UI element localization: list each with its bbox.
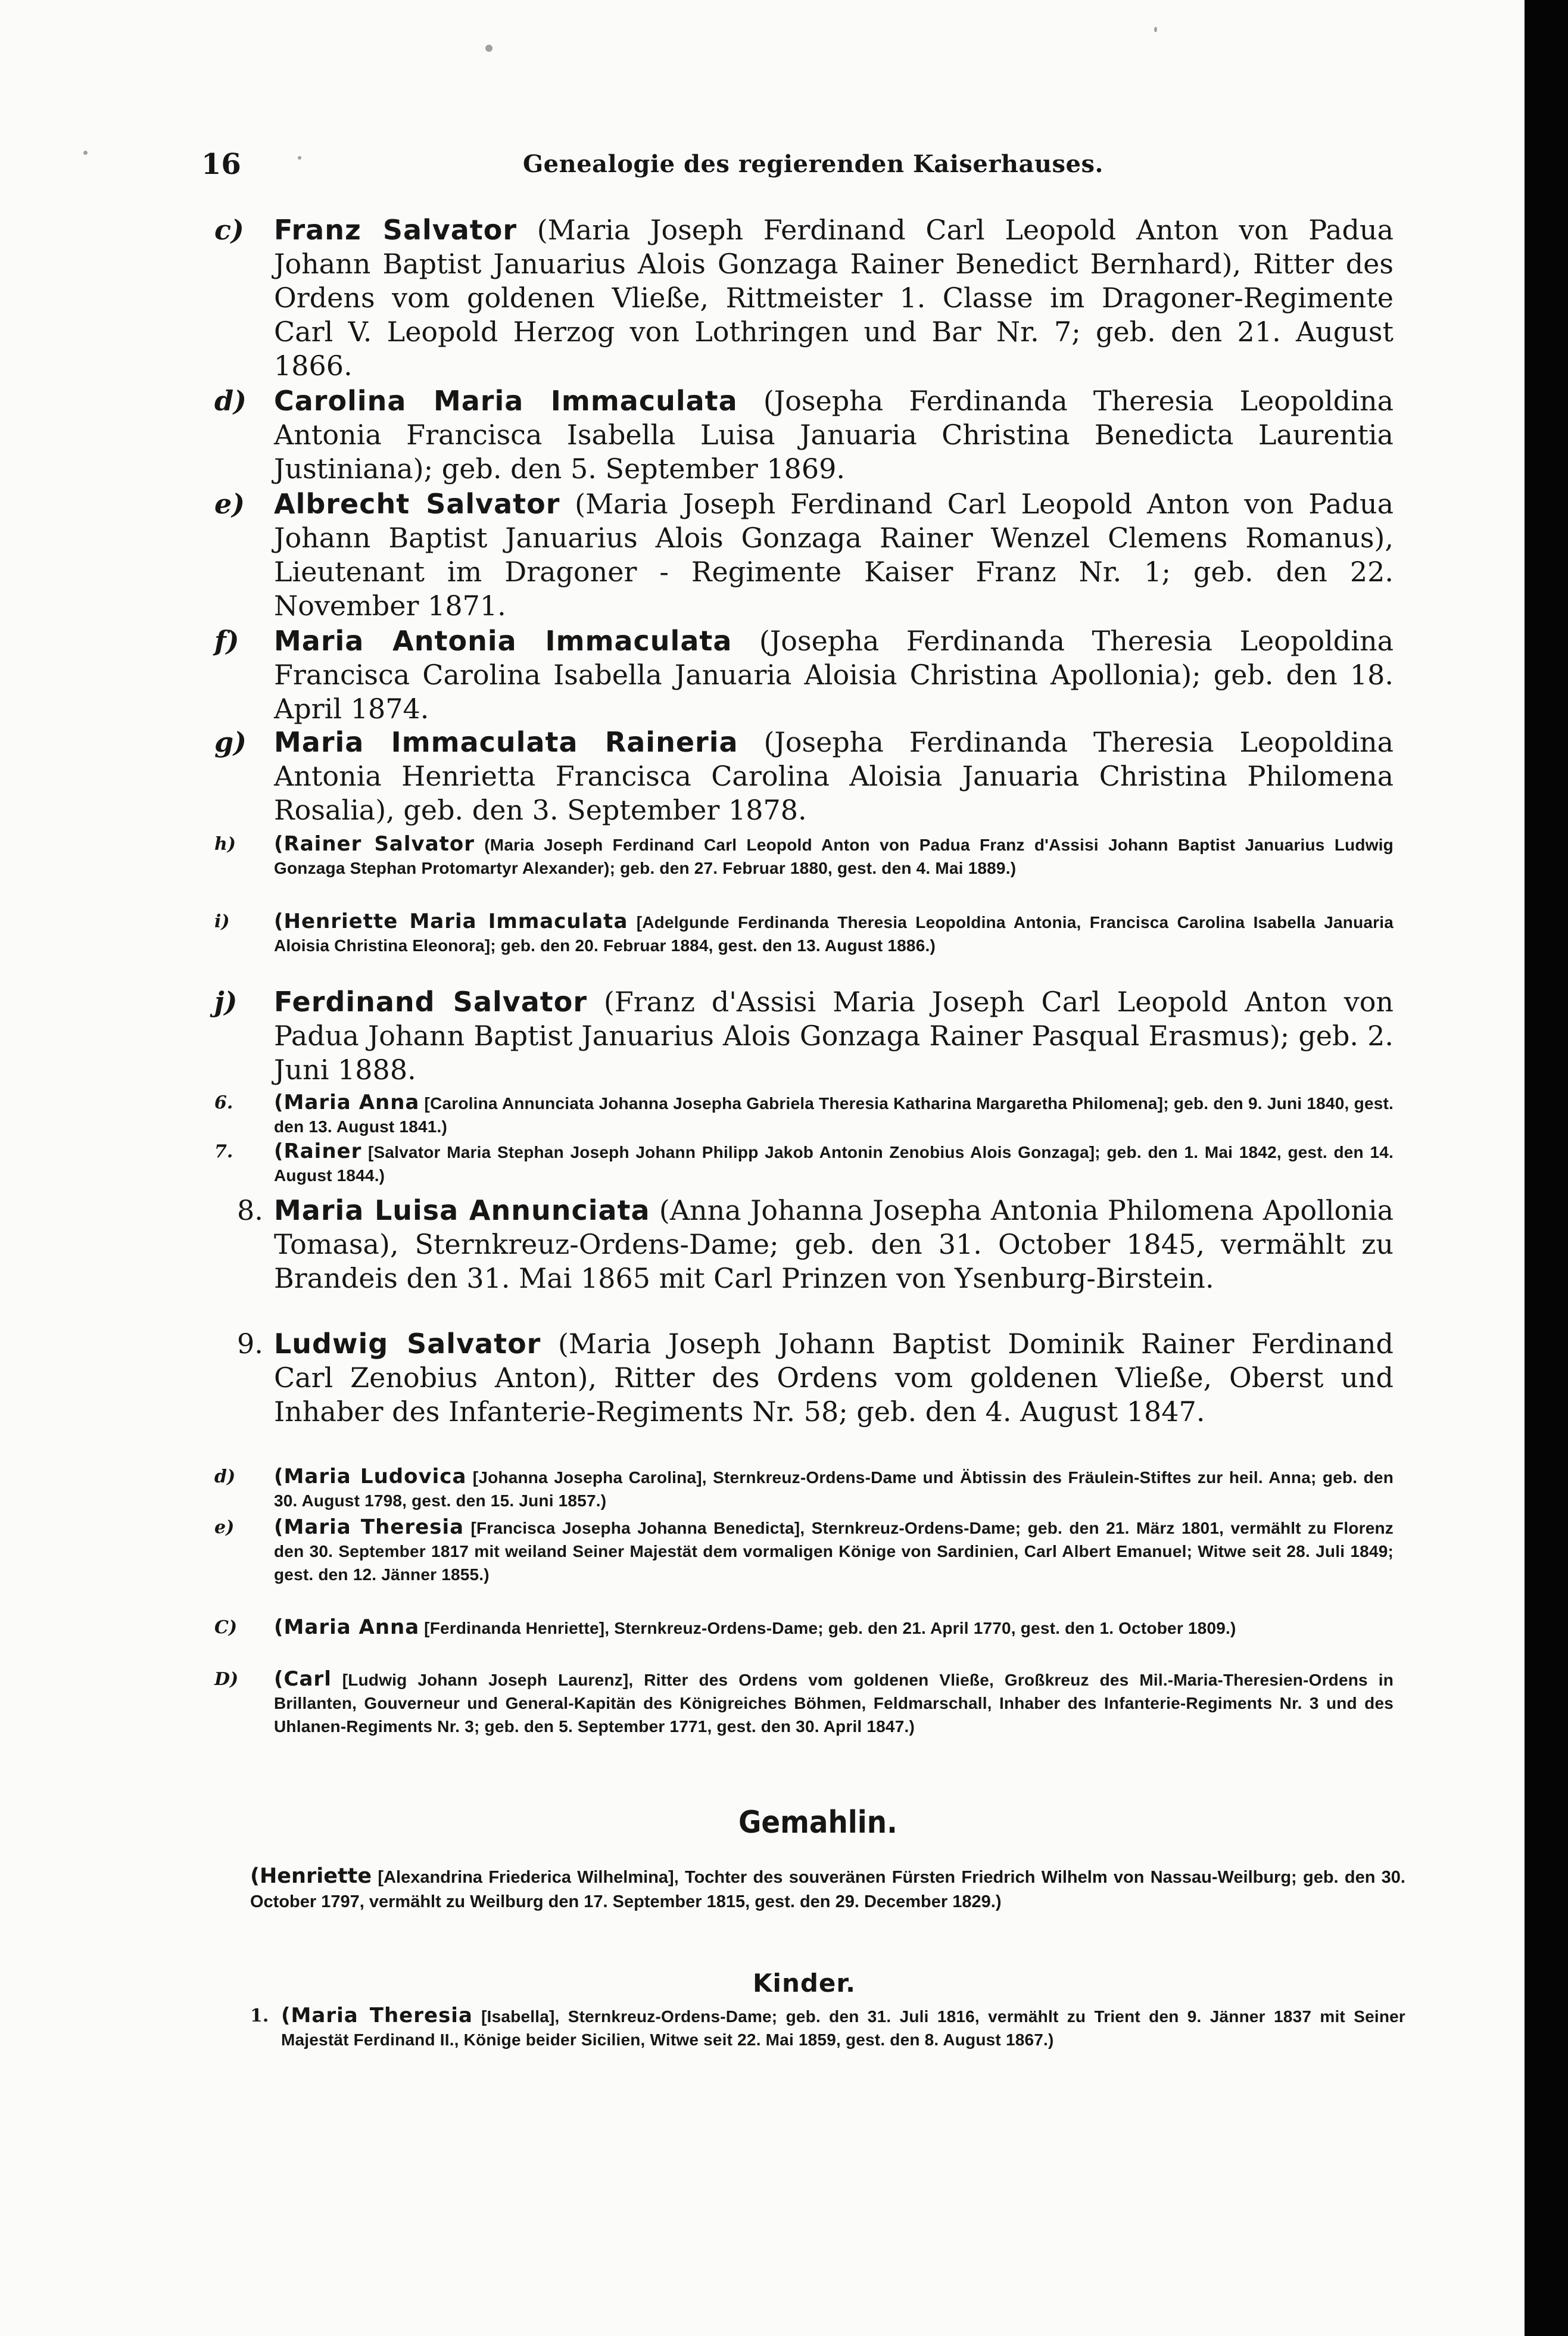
entry-name: (Rainer xyxy=(274,1139,362,1163)
entry-text: [Johanna Josepha Carolina], Sternkreuz-Ordens-Dame und Äbtissin des Fräulein-Stiftes zur heil. Anna; geb. den 30. August 1798, gest. den 15. Juni 1857.) xyxy=(274,1468,1394,1510)
entry-text: (Maria Joseph Ferdinand Carl Leopold Anton von Padua Johann Baptist Januarius Alois Gonzaga Rainer Wenzel Clemens Romanus), Lieutenant im Dragoner - Regimente Kaiser Franz Nr. 1; geb. den 22. November 1871. xyxy=(274,488,1394,622)
genealogy-entry xyxy=(214,725,1394,827)
genealogy-entry xyxy=(214,910,1394,957)
entry-label: 8. xyxy=(237,1194,263,1226)
genealogy-entry xyxy=(214,1465,1394,1512)
genealogy-entry xyxy=(214,1091,1394,1138)
genealogy-entry xyxy=(214,985,1394,1087)
entry-name: (Maria Anna xyxy=(274,1615,420,1639)
entry-text: [Adelgunde Ferdinanda Theresia Leopoldina Antonia, Francisca Carolina Isabella Januaria Aloisia Christina Eleonora]; geb. den 20. Februar 1884, gest. den 13. August 1886.) xyxy=(274,913,1394,955)
kinder-entry xyxy=(250,2004,1405,2051)
entry-name: Ferdinand Salvator xyxy=(274,986,588,1018)
entry-label: e) xyxy=(214,488,245,520)
section-heading-gemahlin: Gemahlin. xyxy=(738,1805,897,1840)
entry-text: [Salvator Maria Stephan Joseph Johann Philipp Jakob Antonin Zenobius Alois Gonzaga]; geb. den 1. Mai 1842, gest. den 14. August 1844.) xyxy=(274,1143,1394,1185)
entry-text: (Maria Joseph Johann Baptist Dominik Rainer Ferdinand Carl Zenobius Anton), Ritter des Ordens vom goldenen Vließe, Oberst und Inhaber des Infanterie-Regiments Nr. 58; geb. den 4. August 1847. xyxy=(274,1328,1394,1428)
entry-name: (Henriette xyxy=(250,1864,372,1888)
genealogy-entry xyxy=(214,487,1394,623)
entry-label: 9. xyxy=(237,1328,263,1360)
entry-name: Ludwig Salvator xyxy=(274,1328,541,1360)
genealogy-entry xyxy=(214,1668,1394,1738)
entry-name: (Maria Theresia xyxy=(274,1515,465,1539)
entry-name: (Rainer Salvator xyxy=(274,832,475,856)
genealogy-entry xyxy=(214,624,1394,726)
entry-name: (Maria Anna xyxy=(274,1091,420,1114)
entry-label: g) xyxy=(214,726,247,758)
entry-text: (Maria Joseph Ferdinand Carl Leopold Anton von Padua Johann Baptist Januarius Alois Gonzaga Rainer Benedict Bernhard), Ritter des Ordens vom goldenen Vließe, Rittmeister 1. Classe im Dragoner-Regimente Carl V. Leopold Herzog von Lothringen und Bar Nr. 7; geb. den 21. August 1866. xyxy=(274,214,1394,382)
entry-text: (Josepha Ferdinanda Theresia Leopoldina Francisca Carolina Isabella Januaria Aloisia Christina Apollonia); geb. den 18. April 1874. xyxy=(274,625,1394,725)
entry-label: d) xyxy=(214,385,247,417)
entry-name: Albrecht Salvator xyxy=(274,488,560,520)
entry-name: Maria Luisa Annunciata xyxy=(274,1194,650,1226)
entry-label: 1. xyxy=(250,2005,269,2026)
entry-label: f) xyxy=(214,625,239,657)
scan-border xyxy=(1525,0,1568,2336)
entry-text: [Ferdinanda Henriette], Sternkreuz-Ordens-Dame; geb. den 21. April 1770, gest. den 1. October 1809.) xyxy=(424,1619,1236,1637)
entry-text: (Josepha Ferdinanda Theresia Leopoldina Antonia Francisca Isabella Luisa Januaria Christina Benedicta Laurentia Justiniana); geb. den 5. September 1869. xyxy=(274,385,1394,485)
page-number: 16 xyxy=(201,148,241,181)
entry-name: Maria Antonia Immaculata xyxy=(274,625,732,657)
entry-label: 7. xyxy=(214,1141,233,1162)
genealogy-entry xyxy=(214,1327,1394,1429)
entry-name: (Maria Ludovica xyxy=(274,1465,467,1488)
page-header xyxy=(201,148,1112,189)
entry-text: [Ludwig Johann Joseph Laurenz], Ritter des Ordens vom goldenen Vließe, Großkreuz des Mil.-Maria-Theresien-Ordens in Brillanten, Gouverneur und General-Kapitän des Königreiches Böhmen, Feldmarschall, Inhaber des Infanterie-Regiments Nr. 3 und des Uhlanen-Regiments Nr. 3; geb. den 5. September 1771, gest. den 30. April 1847.) xyxy=(274,1671,1394,1736)
paper-speck xyxy=(485,45,492,52)
genealogy-entry xyxy=(214,1516,1394,1586)
genealogy-entry xyxy=(214,1140,1394,1187)
entry-label: D) xyxy=(214,1669,239,1690)
entry-label: 6. xyxy=(214,1092,233,1113)
paper-speck xyxy=(298,156,301,160)
entry-name: (Carl xyxy=(274,1667,332,1691)
section-heading-kinder: Kinder. xyxy=(753,1969,856,1998)
entry-text: (Anna Johanna Josepha Antonia Philomena Apollonia Tomasa), Sternkreuz-Ordens-Dame; geb. den 31. October 1845, vermählt zu Brandeis den 31. Mai 1865 mit Carl Prinzen von Ysenburg-Birstein. xyxy=(274,1194,1394,1294)
paper-speck xyxy=(1154,27,1157,32)
entry-text: [Francisca Josepha Johanna Benedicta], Sternkreuz-Ordens-Dame; geb. den 21. März 1801, vermählt zu Florenz den 30. September 1817 mit weiland Seiner Majestät dem vormaligen Könige von Sardinien, Carl Albert Emanuel; Witwe seit 28. Juli 1849; gest. den 12. Jänner 1855.) xyxy=(274,1519,1394,1584)
genealogy-entry xyxy=(214,1616,1394,1640)
entry-text: (Josepha Ferdinanda Theresia Leopoldina Antonia Henrietta Francisca Carolina Aloisia Januaria Christina Philomena Rosalia), geb. den 3. September 1878. xyxy=(274,726,1394,826)
entry-label: d) xyxy=(214,1466,236,1487)
genealogy-entry xyxy=(214,833,1394,880)
entry-name: Maria Immaculata Raineria xyxy=(274,726,738,758)
entry-label: h) xyxy=(214,834,236,855)
genealogy-entry xyxy=(214,384,1394,486)
entry-name: (Henriette Maria Immaculata xyxy=(274,910,628,933)
running-title: Genealogie des regierenden Kaiserhauses. xyxy=(523,150,1103,178)
genealogy-entry xyxy=(214,213,1394,383)
entry-text: (Maria Joseph Ferdinand Carl Leopold Anton von Padua Franz d'Assisi Johann Baptist Januarius Ludwig Gonzaga Stephan Protomartyr Alexander); geb. den 27. Februar 1880, gest. den 4. Mai 1889.) xyxy=(274,836,1394,877)
entry-text: [Alexandrina Friederica Wilhelmina], Tochter des souveränen Fürsten Friedrich Wilhelm von Nassau-Weilburg; geb. den 30. October 1797, vermählt zu Weilburg den 17. September 1815, gest. den 29. December 1829.) xyxy=(250,1868,1405,1911)
entry-label: i) xyxy=(214,911,230,932)
entry-name: (Maria Theresia xyxy=(281,2004,473,2027)
entry-text: [Carolina Annunciata Johanna Josepha Gabriela Theresia Katharina Margaretha Philomena]; geb. den 9. Juni 1840, gest. den 13. August 1841.) xyxy=(274,1094,1394,1136)
entry-label: C) xyxy=(214,1617,238,1638)
entry-text: [Isabella], Sternkreuz-Ordens-Dame; geb. den 31. Juli 1816, vermählt zu Trient den 9. Jänner 1837 mit Seiner Majestät Ferdinand II., Könige beider Sicilien, Witwe seit 22. Mai 1859, gest. den 8. August 1867.) xyxy=(281,2007,1405,2049)
entry-label: c) xyxy=(214,214,244,246)
entry-label: e) xyxy=(214,1517,235,1538)
genealogy-entry xyxy=(214,1194,1394,1295)
entry-name: Carolina Maria Immaculata xyxy=(274,385,738,417)
entry-text: (Franz d'Assisi Maria Joseph Carl Leopold Anton von Padua Johann Baptist Januarius Alois Gonzaga Rainer Pasqual Erasmus); geb. 2. Juni 1888. xyxy=(274,986,1394,1086)
entry-label: j) xyxy=(214,986,238,1018)
paper-speck xyxy=(83,151,88,155)
entry-name: Franz Salvator xyxy=(274,214,518,246)
gemahlin-entry xyxy=(250,1864,1405,1914)
